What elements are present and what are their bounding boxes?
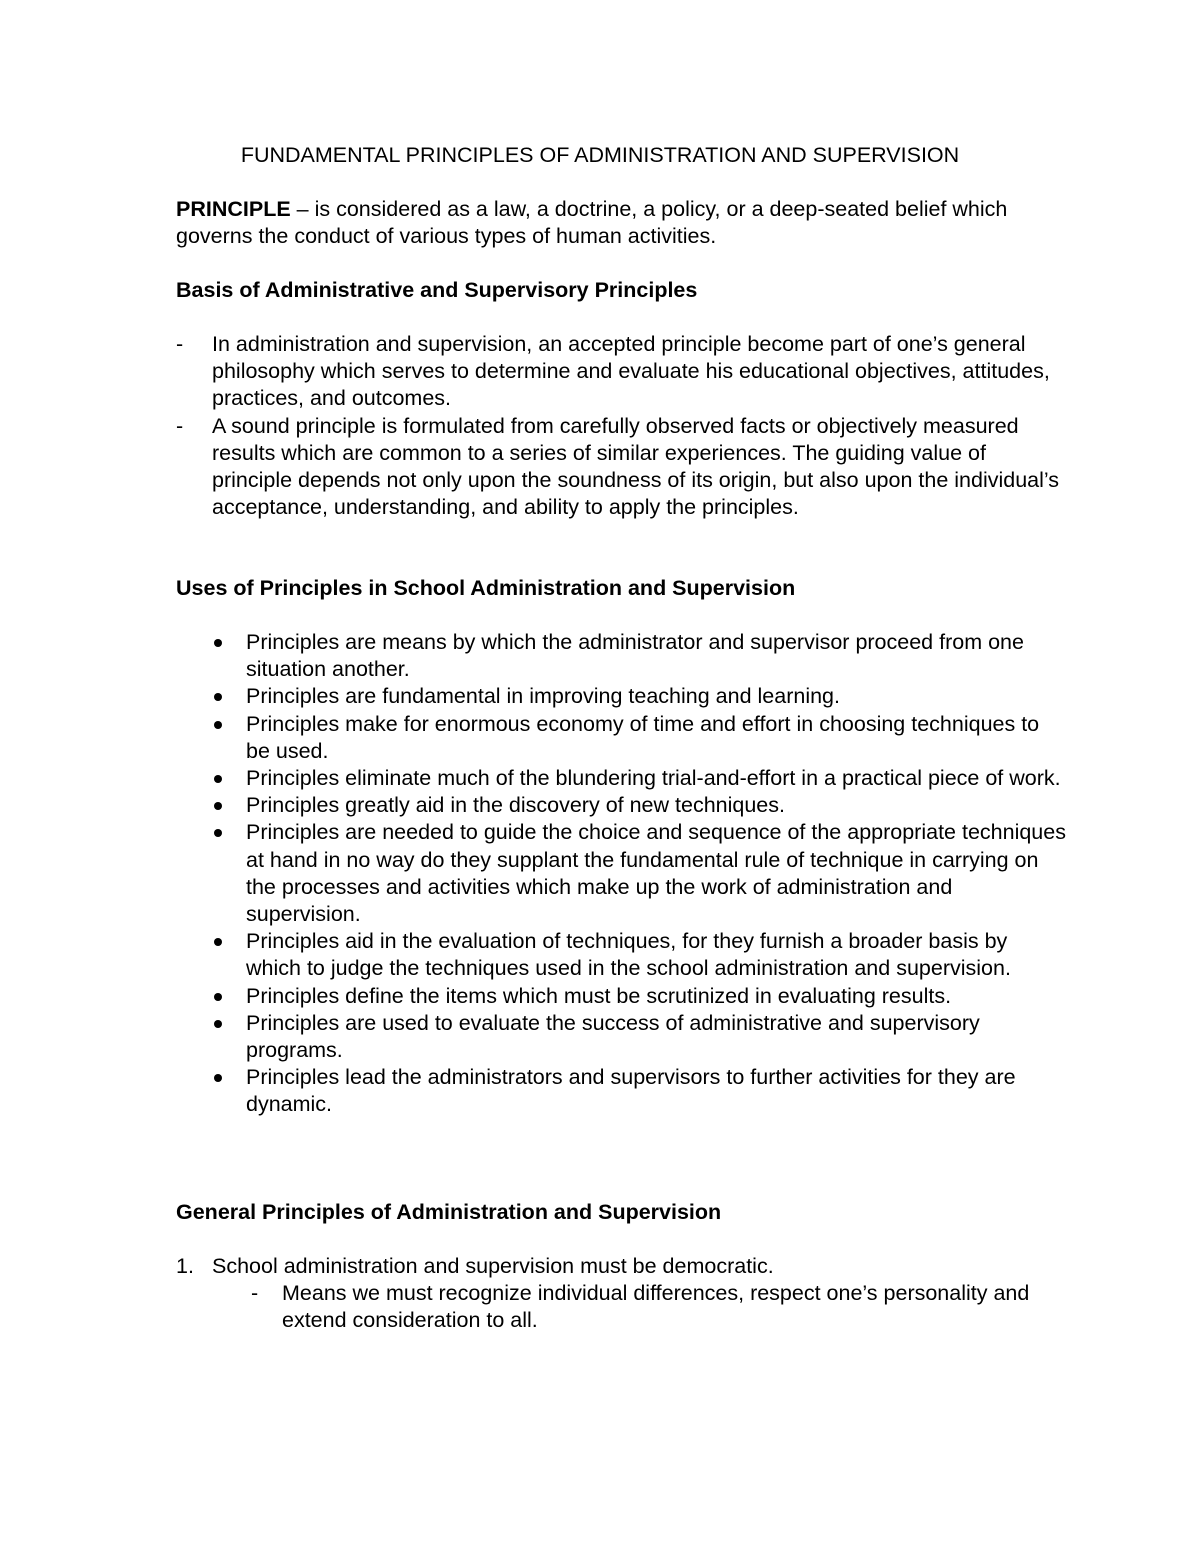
list-item-text: Principles are used to evaluate the success of administrative and supervisory programs. xyxy=(246,1010,980,1063)
sub-list xyxy=(212,1280,1066,1334)
list-item xyxy=(176,413,1066,522)
list-item-text: A sound principle is formulated from carefully observed facts or objectively measured results which are common to a series of similar experiences. The guiding value of principle depends not only upon the soundness of its origin, but also upon the individual’s acceptance, understanding, and ability to apply the principles. xyxy=(212,413,1060,520)
bullet-icon xyxy=(214,639,222,647)
bullet-icon xyxy=(214,1020,222,1028)
bullet-icon xyxy=(214,721,222,729)
list-item-text: Principles lead the administrators and supervisors to further activities for they are dynamic. xyxy=(246,1065,1016,1117)
list-item xyxy=(176,1064,1066,1118)
bullet-icon xyxy=(214,802,222,810)
list-item-text: Principles are means by which the administrator and supervisor proceed from one situation another. xyxy=(246,630,1024,682)
list-item-text: Principles greatly aid in the discovery of new techniques. xyxy=(246,793,785,818)
list-item-text: Principles aid in the evaluation of techniques, for they furnish a broader basis by which to judge the techniques used in the school administration and supervision. xyxy=(246,929,1011,981)
dash-marker: - xyxy=(176,413,184,438)
list-item xyxy=(176,629,1066,683)
general-principles-list xyxy=(176,1253,1066,1335)
section-heading-uses: Uses of Principles in School Administration and Supervision xyxy=(176,576,796,600)
list-item xyxy=(176,331,1066,413)
list-item xyxy=(176,1010,1066,1064)
list-item xyxy=(176,983,1066,1010)
uses-list xyxy=(176,629,1066,1119)
list-item xyxy=(176,765,1066,792)
list-item-text: Principles eliminate much of the blundering trial-and-effort in a practical piece of work. xyxy=(246,766,1061,791)
list-item-text: Principles are fundamental in improving teaching and learning. xyxy=(246,684,840,709)
item-number: 1. xyxy=(176,1254,194,1278)
bullet-icon xyxy=(214,829,222,837)
bullet-icon xyxy=(214,693,222,701)
dash-marker: - xyxy=(251,1281,259,1306)
principle-definition xyxy=(176,196,1056,250)
list-item-text: School administration and supervision must be democratic. xyxy=(212,1254,774,1278)
bullet-icon xyxy=(214,938,222,946)
sub-list-item-text: Means we must recognize individual differences, respect one’s personality and extend consideration to all. xyxy=(282,1281,1030,1333)
document-title: FUNDAMENTAL PRINCIPLES OF ADMINISTRATION AND SUPERVISION xyxy=(240,143,960,167)
sub-list-item xyxy=(212,1280,1066,1334)
section-heading-basis: Basis of Administrative and Supervisory Principles xyxy=(176,278,698,302)
list-item xyxy=(176,819,1066,928)
section-heading-general: General Principles of Administration and Supervision xyxy=(176,1200,722,1224)
list-item-text: Principles define the items which must be scrutinized in evaluating results. xyxy=(246,983,952,1008)
definition-term: PRINCIPLE xyxy=(176,197,291,221)
bullet-icon xyxy=(214,1074,222,1082)
list-item xyxy=(176,928,1066,982)
bullet-icon xyxy=(214,775,222,783)
definition-text: – is considered as a law, a doctrine, a policy, or a deep-seated belief which governs the conduct of various types of human activities. xyxy=(176,197,1008,249)
dash-marker: - xyxy=(176,332,184,356)
basis-list xyxy=(176,331,1066,521)
list-item xyxy=(176,683,1066,710)
list-item-text: Principles are needed to guide the choice and sequence of the appropriate techniques at hand in no way do they supplant the fundamental rule of technique in carrying on the processes and activities which make up the work of administration and supervision. xyxy=(246,820,1066,927)
list-item-text: Principles make for enormous economy of time and effort in choosing techniques to be used. xyxy=(246,711,1040,763)
list-item xyxy=(176,711,1066,765)
list-item xyxy=(176,1253,1066,1335)
list-item xyxy=(176,792,1066,819)
bullet-icon xyxy=(214,993,222,1001)
list-item-text: In administration and supervision, an accepted principle become part of one’s general philosophy which serves to determine and evaluate his educational objectives, attitudes, practices, and outcomes. xyxy=(212,332,1050,411)
